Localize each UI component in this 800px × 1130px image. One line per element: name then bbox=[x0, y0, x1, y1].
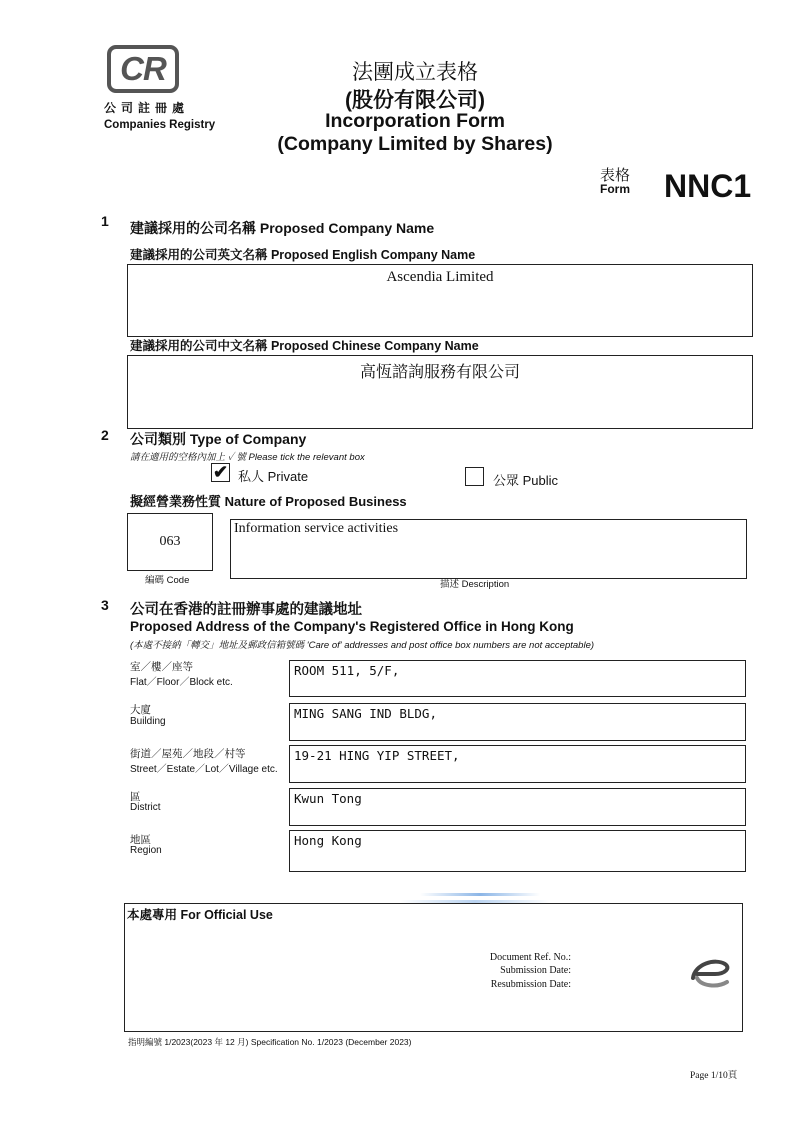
section-2-heading: 公司類別 Type of Company bbox=[130, 431, 307, 447]
form-subtitle-cn: (股份有限公司) bbox=[345, 89, 485, 112]
district-field[interactable] bbox=[289, 788, 746, 826]
region-label-cn: 地區 bbox=[130, 834, 151, 846]
region-label-en: Region bbox=[130, 845, 162, 856]
form-subtitle-en: (Company Limited by Shares) bbox=[277, 133, 553, 155]
english-name-label: 建議採用的公司英文名稱 Proposed English Company Name bbox=[130, 248, 476, 262]
submission-date-label: Submission Date: bbox=[500, 965, 571, 976]
official-use-label: 本處專用 For Official Use bbox=[127, 908, 273, 922]
address-note: (本處不接納「轉交」地址及郵政信箱號碼 'Care of' addresses and post office box numbers are not acceptable) bbox=[130, 640, 595, 651]
street-label-cn: 街道／屋苑／地段／村等 bbox=[130, 748, 246, 760]
district-label-cn: 區 bbox=[130, 791, 141, 803]
english-name-value: Ascendia Limited bbox=[386, 269, 494, 285]
e-registry-icon bbox=[685, 952, 735, 992]
flat-floor-value: ROOM 511, 5/F, bbox=[294, 663, 400, 678]
section-1-heading: 建議採用的公司名稱 Proposed Company Name bbox=[130, 220, 435, 236]
logo-mark: CR bbox=[120, 50, 166, 87]
section-3-heading-cn: 公司在香港的註冊辦事處的建議地址 bbox=[130, 602, 362, 618]
scan-mark bbox=[420, 893, 540, 896]
chinese-name-label: 建議採用的公司中文名稱 Proposed Chinese Company Name bbox=[130, 339, 479, 353]
business-code-field[interactable] bbox=[127, 513, 213, 571]
tick-instruction: 請在適用的空格內加上 ✓ 號 Please tick the relevant box bbox=[130, 452, 365, 463]
street-label-en: Street／Estate／Lot／Village etc. bbox=[130, 764, 278, 775]
building-label-cn: 大廈 bbox=[130, 704, 151, 716]
district-label-en: District bbox=[130, 802, 161, 813]
form-code: NNC1 bbox=[664, 168, 752, 204]
district-value: Kwun Tong bbox=[294, 791, 362, 806]
business-description-value: Information service activities bbox=[234, 521, 399, 536]
specification-note: 指明編號 1/2023(2023 年 12 月) Specification No. 1/2023 (December 2023) bbox=[128, 1037, 412, 1047]
region-field[interactable] bbox=[289, 830, 746, 872]
street-field[interactable] bbox=[289, 745, 746, 783]
official-use-box bbox=[124, 903, 743, 1032]
flat-floor-field[interactable] bbox=[289, 660, 746, 697]
section-3-number: 3 bbox=[101, 597, 109, 613]
form-label-cn: 表格 bbox=[600, 167, 631, 184]
business-code-value: 063 bbox=[159, 534, 181, 549]
business-description-label: 描述 Description bbox=[440, 579, 510, 590]
form-title-cn: 法團成立表格 bbox=[352, 61, 478, 84]
check-mark-icon: ✔ bbox=[212, 462, 229, 482]
section-2-number: 2 bbox=[101, 427, 109, 443]
building-label-en: Building bbox=[130, 716, 166, 727]
business-description-field[interactable] bbox=[230, 519, 747, 579]
section-3-heading-en: Proposed Address of the Company's Registered Office in Hong Kong bbox=[130, 619, 574, 634]
doc-ref-label: Document Ref. No.: bbox=[489, 952, 571, 963]
section-1-number: 1 bbox=[101, 213, 109, 229]
english-name-field[interactable] bbox=[127, 264, 753, 337]
form-title-en: Incorporation Form bbox=[325, 110, 505, 132]
business-heading: 擬經營業務性質 Nature of Proposed Business bbox=[130, 494, 407, 509]
flat-label-cn: 室／樓／座等 bbox=[130, 661, 193, 673]
building-value: MING SANG IND BLDG, bbox=[294, 706, 437, 721]
private-checkbox[interactable] bbox=[211, 463, 230, 482]
building-field[interactable] bbox=[289, 703, 746, 741]
resubmission-date-label: Resubmission Date: bbox=[490, 979, 571, 990]
private-label: 私人 Private bbox=[238, 469, 309, 484]
chinese-name-field[interactable] bbox=[127, 355, 753, 429]
e-logo-text: e bbox=[685, 952, 686, 953]
logo-name-en: Companies Registry bbox=[104, 119, 216, 131]
chinese-name-value: 高恆諮詢服務有限公司 bbox=[359, 364, 520, 381]
page-number: Page 1/10頁 bbox=[690, 1071, 738, 1081]
public-label: 公眾 Public bbox=[493, 473, 559, 488]
region-value: Hong Kong bbox=[294, 833, 362, 848]
business-code-label: 編碼 Code bbox=[145, 575, 190, 586]
public-checkbox[interactable] bbox=[465, 467, 484, 486]
logo-name-cn: 公司註冊處 bbox=[104, 101, 190, 115]
flat-label-en: Flat／Floor／Block etc. bbox=[130, 677, 233, 688]
street-value: 19-21 HING YIP STREET, bbox=[294, 748, 460, 763]
form-label-en: Form bbox=[600, 182, 630, 196]
